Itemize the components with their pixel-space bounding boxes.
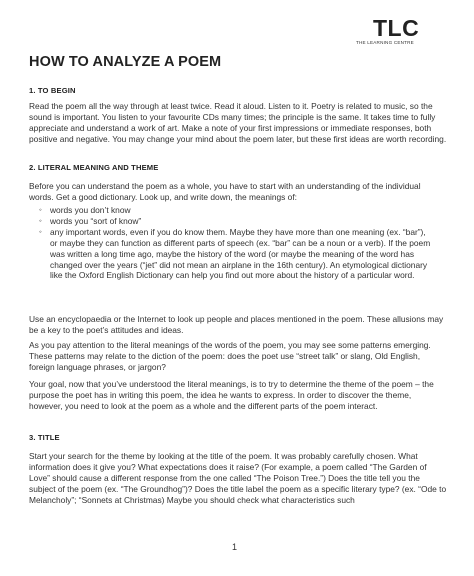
- logo-subtitle: THE LEARNING CENTRE: [356, 40, 414, 45]
- section-paragraph: [29, 379, 447, 412]
- page-number: 1: [232, 542, 238, 552]
- paragraph-to-begin: Read the poem all the way through at least twice. Read it aloud. Listen to it. Poetry is related to music, so the sound is important. You listen to your favourite CDs many times; the principle is the same. It takes time to fully appreciate and understand a work of art. Make a note of your first impressions or immediate responses, both positive and negative. You may change your mind about the poem later, but these first ideas are worth recording.: [29, 101, 447, 144]
- paragraph-allusions: Use an encyclopaedia or the Internet to look up people and places mentioned in the poem. These allusions may be a key to the poet’s attitudes and ideas.: [29, 314, 444, 335]
- bullet-icon: ◦: [39, 215, 42, 225]
- section-paragraph: [29, 101, 447, 145]
- bullet-icon: ◦: [39, 205, 42, 214]
- section-intro: [29, 181, 447, 203]
- section-heading: 3. TITLE: [29, 433, 60, 442]
- section-heading: 1. TO BEGIN: [29, 86, 76, 95]
- list-item: ◦ words you don’t know: [39, 205, 131, 215]
- paragraph-title: Start your search for the theme by looking at the title of the poem. It was probably carefully chosen. What information does it give you? What expectations does it raise? (For example, a poem called “The Garden of Love” should cause a different response from the one called “The Poison Tree.”) Does the title tell you the subject of the poem (ex. “The Groundhog”)? Does the title label the poem as a specific literary type? (ex. “Ode to Melancholy”; “Sonnets at Christmas) Maybe you should check what characteristics such: [29, 451, 447, 505]
- list-item: ◦ words you “sort of know”: [39, 215, 142, 226]
- logo-mark: TLC: [373, 15, 420, 41]
- tlc-logo: [356, 16, 450, 45]
- paragraph-literal-intro: Before you can understand the poem as a whole, you have to start with an understanding of the individual words. Get a good dictionary. Look up, and write down, the meanings of:: [29, 181, 421, 202]
- paragraph-theme: Your goal, now that you’ve understood the literal meanings, is to try to determine the theme of the poem – the purpose the poet has in writing this poem, the idea he wants to express. In order to discover the theme, however, you need to look at the poem as a whole and the different parts of the poem interact.: [29, 379, 434, 411]
- section-heading: 2. LITERAL MEANING AND THEME: [29, 163, 159, 172]
- section-paragraph: [29, 451, 447, 506]
- document-title: HOW TO ANALYZE A POEM: [29, 54, 222, 70]
- paragraph-diction: As you pay attention to the literal meanings of the words of the poem, you may see some patterns emerging. These patterns may relate to the diction of the poem: does the poet use “street talk” or slang, Old English, foreign language phrases, or jargon?: [29, 340, 431, 372]
- section-paragraph: [29, 340, 447, 373]
- bullet-icon: ◦: [39, 226, 42, 236]
- bullet-list: [32, 205, 434, 281]
- section-paragraph: [29, 314, 447, 336]
- list-item: ◦ any important words, even if you do know them. Maybe they have more than one meaning (ex. “bar”), or maybe they can function as different parts of speech (ex. “bar” can be a noun or a verb). If the poem was written a long time ago, maybe the history of the word (or maybe the meaning of the word has changed over the years (“jet” did not mean an airplane in the 16th century). An etymological dictionary like the Oxford English Dictionary can help you find out more about the history of a particular word.: [39, 226, 431, 281]
